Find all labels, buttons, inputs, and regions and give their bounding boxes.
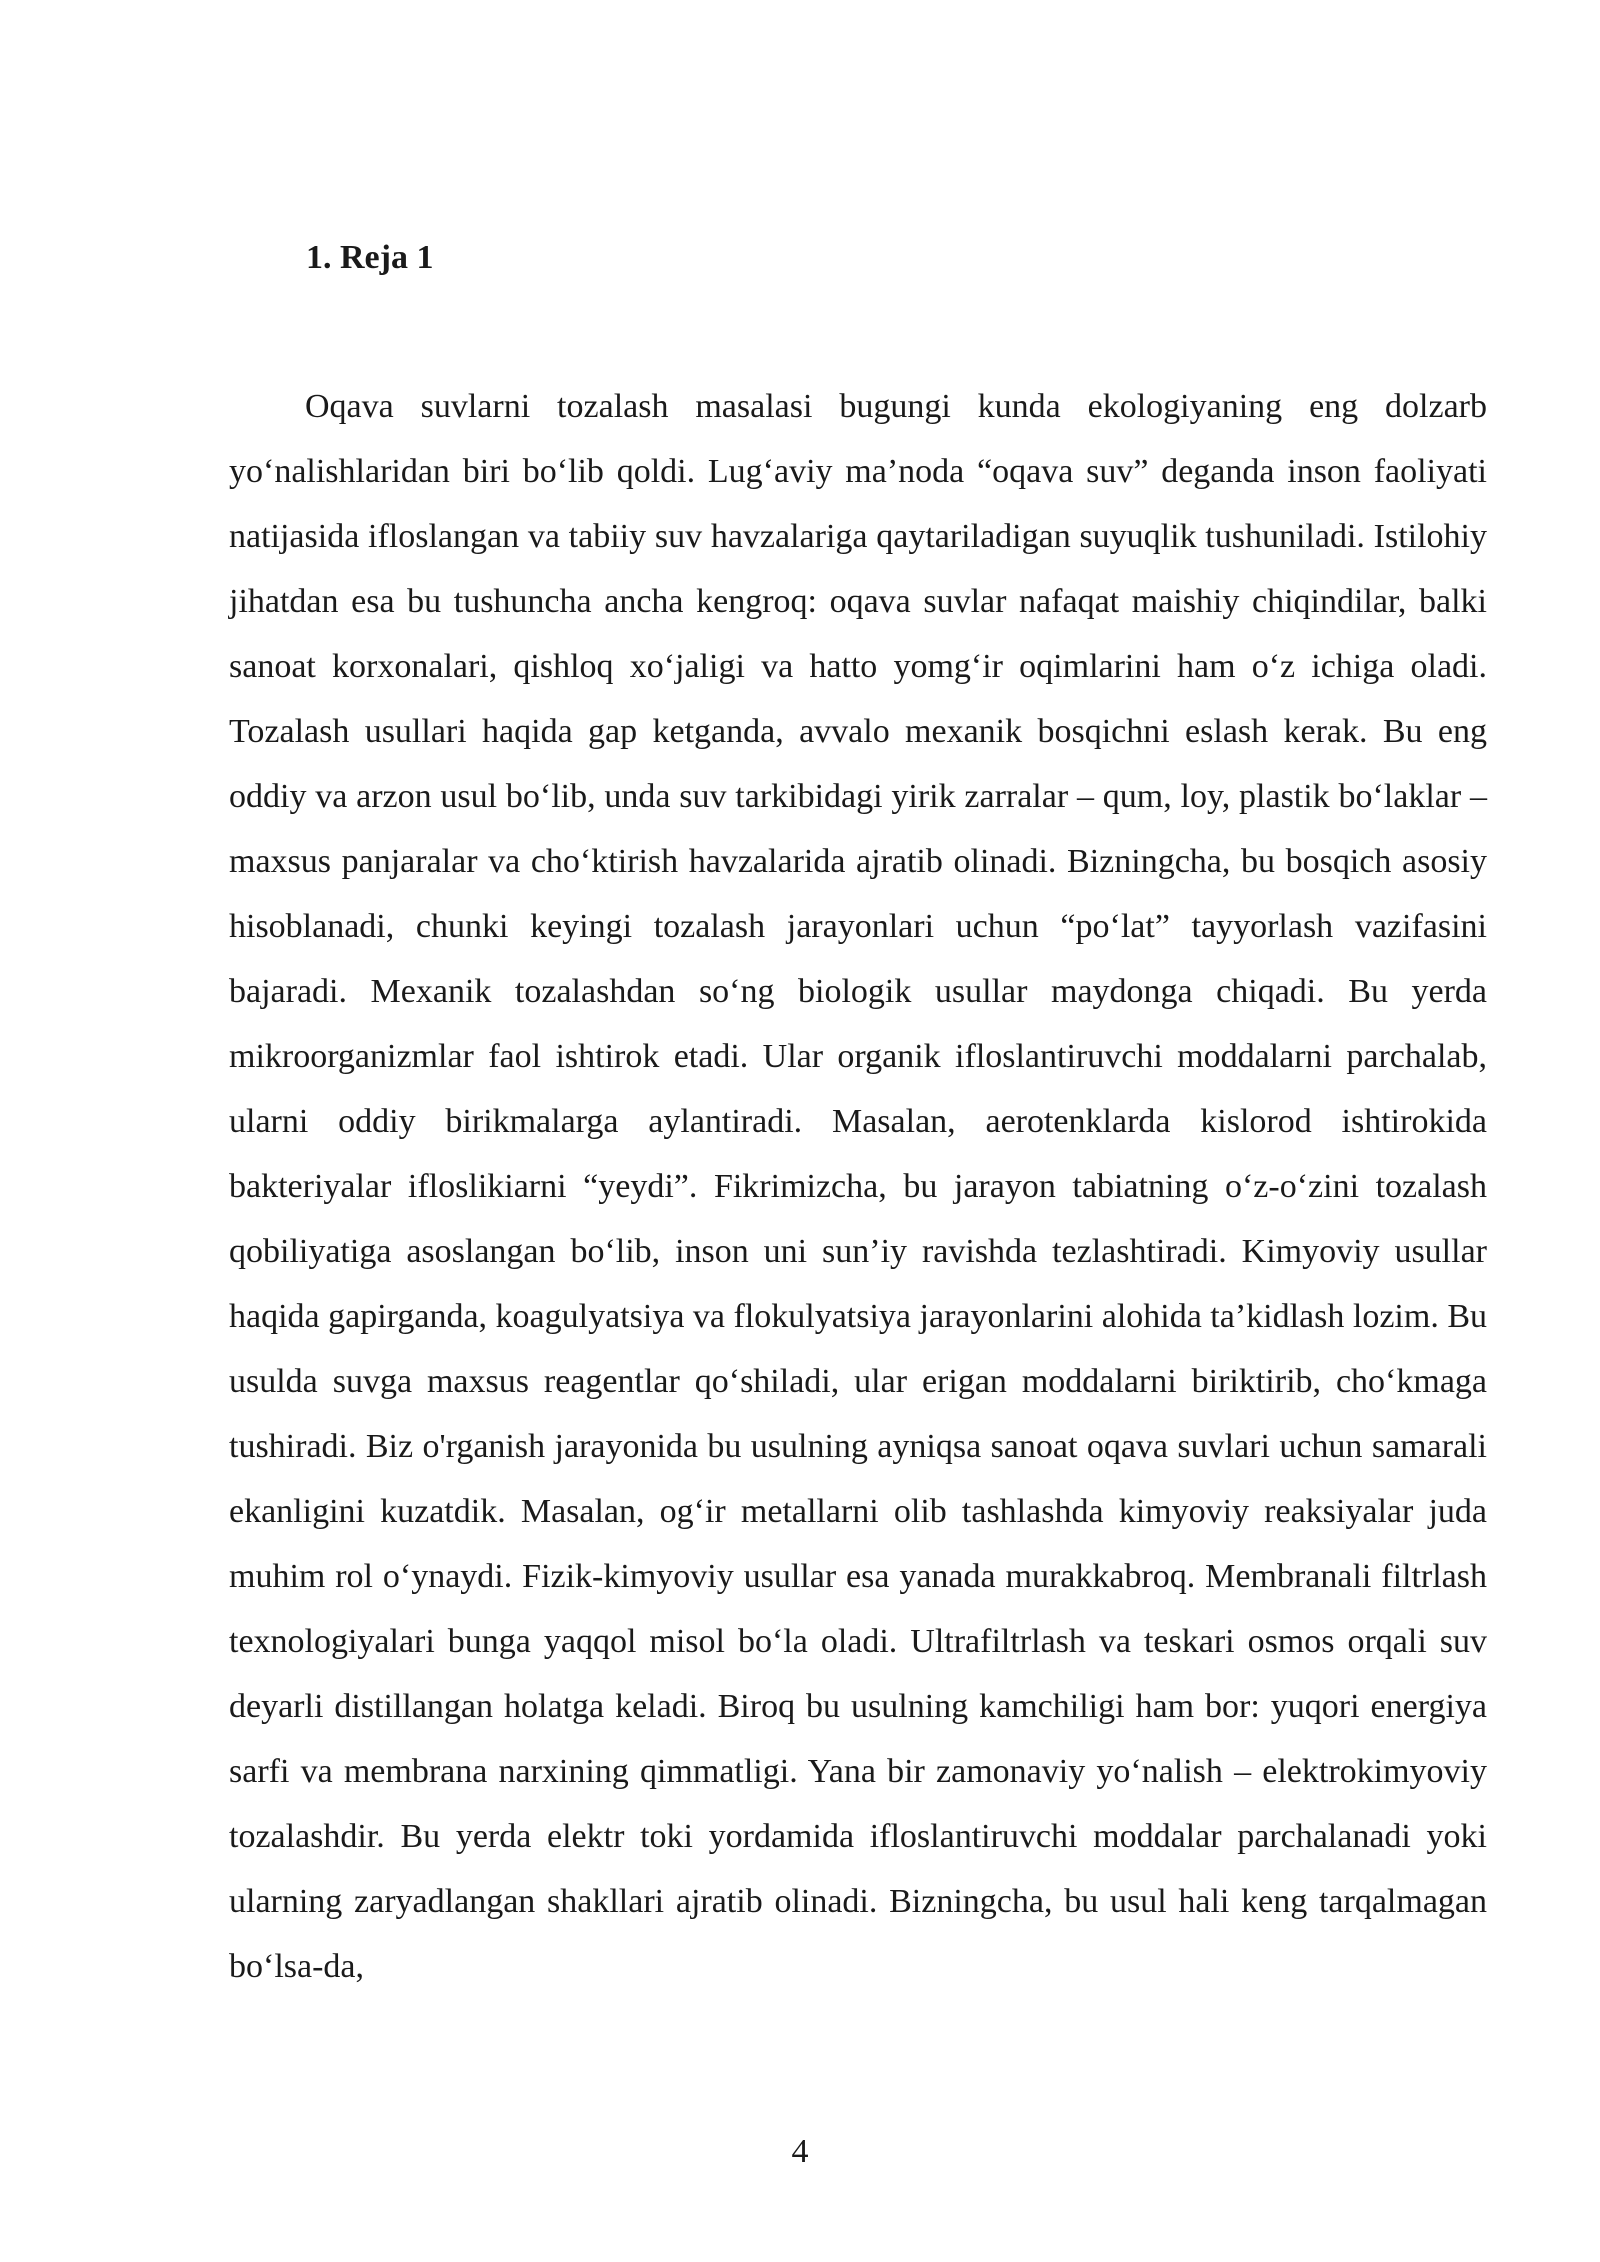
page-number: 4 xyxy=(791,2133,809,2170)
body-paragraph: Oqava suvlarni tozalash masalasi bugungi kunda ekologiyaning eng dolzarb yo‘nalishlaridan biri bo‘lib qoldi. Lug‘aviy ma’noda “oqava suv” deganda inson faoliyati natijasida ifloslangan va tabiiy suv havzalariga qaytariladigan suyuqlik tushuniladi. Istilohiy jihatdan esa bu tushuncha ancha kengroq: oqava suvlar nafaqat maishiy chiqindilar, balki sanoat korxonalari, qishloq xo‘jaligi va hatto yomg‘ir oqimlarini ham o‘z ichiga oladi. Tozalash usullari haqida gap ketganda, avvalo mexanik bosqichni eslash kerak. Bu eng oddiy va arzon usul bo‘lib, unda suv tarkibidagi yirik zarralar – qum, loy, plastik bo‘laklar – maxsus panjaralar va cho‘ktirish havzalarida ajratib olinadi. Bizningcha, bu bosqich asosiy hisoblanadi, chunki keyingi tozalash jarayonlari uchun “po‘lat” tayyorlash vazifasini bajaradi. Mexanik tozalashdan so‘ng biologik usullar maydonga chiqadi. Bu yerda mikroorganizmlar faol ishtirok etadi. Ular organik ifloslantiruvchi moddalarni parchalab, ularni oddiy birikmalarga aylantiradi. Masalan, aerotenklarda kislorod ishtirokida bakteriyalar ifloslikiarni “yeydi”. Fikrimizcha, bu jarayon tabiatning o‘z-o‘zini tozalash qobiliyatiga asoslangan bo‘lib, inson uni sun’iy ravishda tezlashtiradi. Kimyoviy usullar haqida gapirganda, koagulyatsiya va flokulyatsiya jarayonlarini alohida ta’kidlash lozim. Bu usulda suvga maxsus reagentlar qo‘shiladi, ular erigan moddalarni biriktirib, cho‘kmaga tushiradi. Biz o'rganish jarayonida bu usulning ayniqsa sanoat oqava suvlari uchun samarali ekanligini kuzatdik. Masalan, og‘ir metallarni olib tashlashda kimyoviy reaksiyalar juda muhim rol o‘ynaydi. Fizik-kimyoviy usullar esa yanada murakkabroq. Membranali filtrlash texnologiyalari bunga yaqqol misol bo‘la oladi. Ultrafiltrlash va teskari osmos orqali suv deyarli distillangan holatga keladi. Biroq bu usulning kamchiligi ham bor: yuqori energiya sarfi va membrana narxining qimmatligi. Yana bir zamonaviy yo‘nalish – elektrokimyoviy tozalashdir. Bu yerda elektr toki yordamida ifloslantiruvchi moddalar parchalanadi yoki ularning zaryadlangan shakllari ajratib olinadi. Bizningcha, bu usul hali keng tarqalmagan bo‘lsa-da, xyxy=(229,388,1487,1985)
section-heading: 1. Reja 1 xyxy=(306,239,434,276)
